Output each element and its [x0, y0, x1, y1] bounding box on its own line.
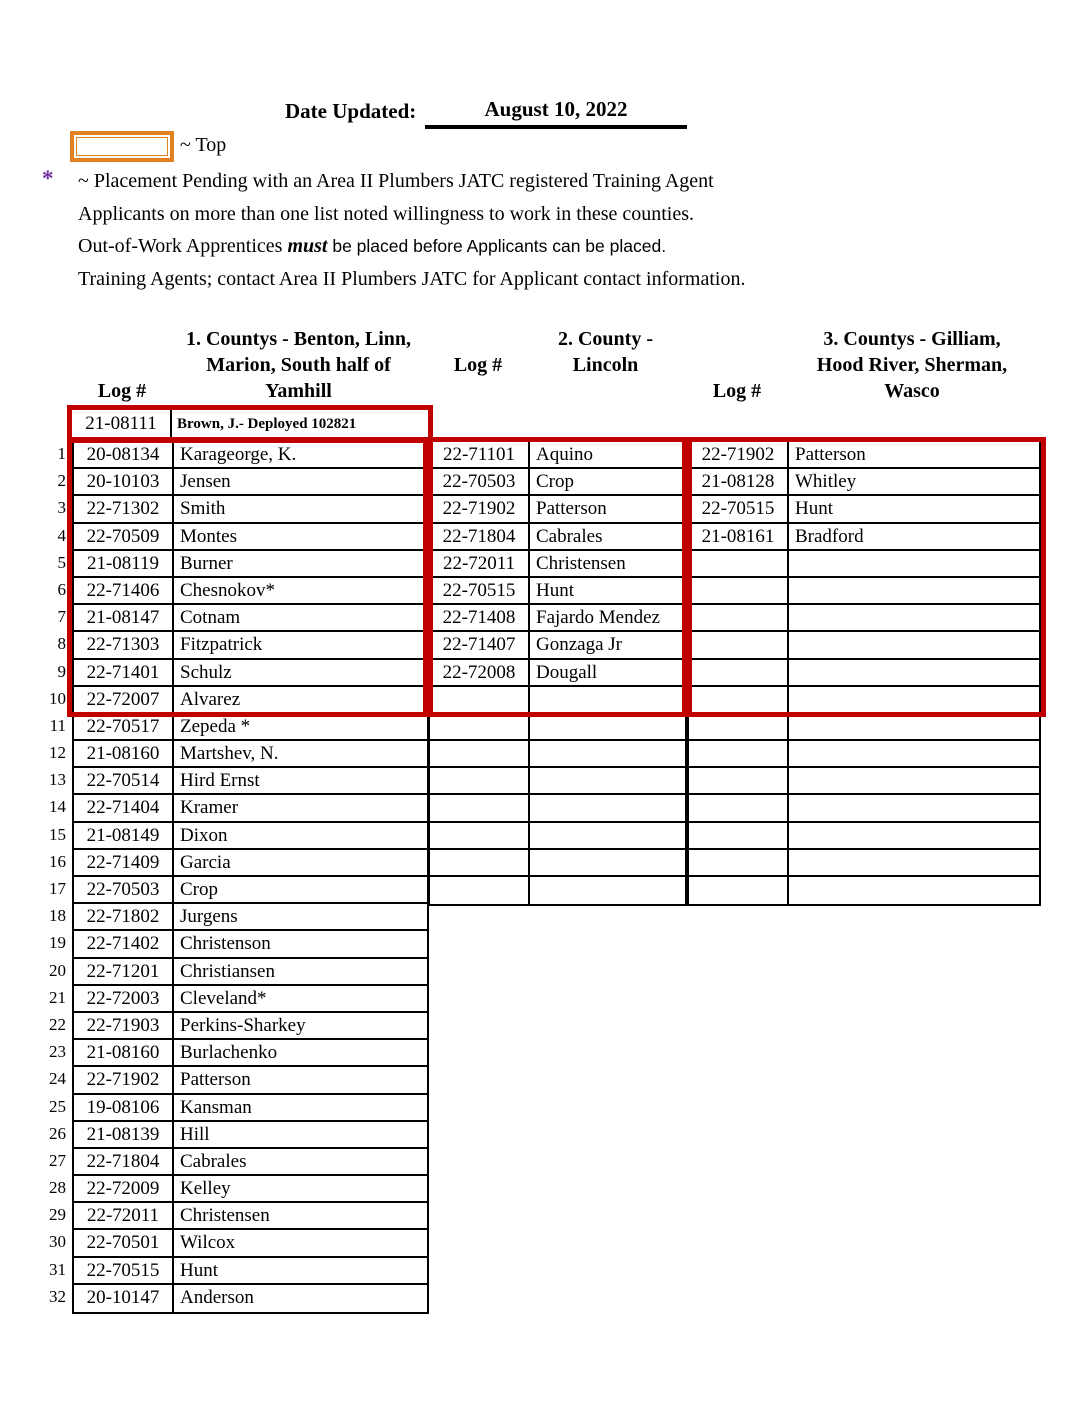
log-cell: 22-71404 — [74, 795, 174, 820]
table3-title-line3: Wasco — [884, 380, 940, 402]
training-agents-note: Training Agents; contact Area II Plumbers JATC for Applicant contact information. — [78, 268, 746, 290]
log-cell: 22-70515 — [689, 496, 789, 521]
name-cell: Schulz — [180, 661, 232, 683]
name-cell: Bradford — [795, 525, 864, 547]
name-cell: Christensen — [536, 552, 626, 574]
row-number: 19 — [49, 933, 66, 953]
name-cell — [530, 877, 685, 904]
name-cell — [530, 823, 685, 848]
name-cell: Garcia — [180, 851, 231, 873]
table-row — [689, 578, 1039, 605]
name-cell: Crop — [536, 471, 574, 493]
deployed-log-cell: 21-08111 — [72, 410, 172, 438]
top-legend-label: ~ Top — [180, 134, 227, 156]
name-cell: Kelley — [180, 1178, 231, 1200]
table-row — [74, 1258, 427, 1285]
table-row — [689, 714, 1039, 741]
log-cell: 22-71802 — [74, 904, 174, 929]
table-row — [74, 442, 427, 469]
row-number: 16 — [49, 851, 66, 871]
name-cell — [789, 850, 1039, 875]
log-cell: 22-72008 — [430, 660, 530, 685]
table-row — [430, 823, 685, 850]
log-cell: 22-70503 — [430, 469, 530, 494]
log-cell: 21-08161 — [689, 524, 789, 549]
table-row — [74, 850, 427, 877]
log-cell: 22-72007 — [74, 687, 174, 712]
table-row — [689, 524, 1039, 551]
table-row — [74, 632, 427, 659]
table-row — [74, 469, 427, 496]
table-row — [689, 442, 1039, 469]
row-number: 14 — [49, 797, 66, 817]
name-cell: Burner — [180, 552, 233, 574]
table-row — [689, 687, 1039, 714]
name-cell: Smith — [180, 498, 226, 520]
table-row — [74, 687, 427, 714]
log-cell: 22-71406 — [74, 578, 174, 603]
row-number: 20 — [49, 960, 66, 980]
name-cell: Karageorge, K. — [180, 444, 297, 465]
table1-title-line1: 1. Countys - Benton, Linn, — [185, 328, 412, 350]
name-cell — [789, 795, 1039, 820]
table3-title-line1: 3. Countys - Gilliam, — [823, 328, 1001, 350]
table-row — [74, 1095, 427, 1122]
table-row — [74, 551, 427, 578]
log-cell — [430, 768, 530, 793]
asterisk-marker: * — [42, 166, 54, 191]
table-row — [689, 660, 1039, 687]
table-row — [74, 795, 427, 822]
deployed-name-cell: Brown, J.- Deployed 102821 — [177, 416, 357, 432]
row-number: 25 — [49, 1096, 66, 1116]
table-row — [689, 551, 1039, 578]
row-number: 7 — [57, 607, 66, 627]
table-row — [689, 850, 1039, 877]
table-row — [689, 632, 1039, 659]
table-row — [689, 768, 1039, 795]
name-cell: Cleveland* — [180, 987, 267, 1009]
table-row — [430, 850, 685, 877]
name-cell: Crop — [180, 879, 218, 900]
row-number: 6 — [57, 579, 66, 599]
name-cell: Fajardo Mendez — [536, 607, 660, 629]
placement-pending-note: ~ Placement Pending with an Area II Plumbers JATC registered Training Agent — [78, 170, 714, 192]
name-cell: Aquino — [536, 444, 593, 465]
table-row — [74, 496, 427, 523]
row-number: 29 — [49, 1205, 66, 1225]
row-number: 8 — [57, 634, 66, 654]
row-number: 2 — [57, 471, 66, 491]
top-legend-swatch-inner — [76, 137, 168, 156]
row-number: 27 — [49, 1150, 66, 1170]
table-row — [430, 877, 685, 904]
log-cell: 22-71402 — [74, 931, 174, 956]
date-updated-label: Date Updated: — [285, 99, 417, 123]
name-cell: Kansman — [180, 1096, 252, 1118]
name-cell — [789, 741, 1039, 766]
applicants-note: Applicants on more than one list noted willingness to work in these counties. — [78, 203, 695, 225]
log-cell: 21-08139 — [74, 1122, 174, 1147]
name-cell — [789, 823, 1039, 848]
name-cell: Zepeda * — [180, 715, 251, 737]
name-cell: Hill — [180, 1123, 210, 1145]
name-cell: Jensen — [180, 471, 231, 493]
table-row — [430, 768, 685, 795]
row-number: 18 — [49, 906, 66, 926]
log-cell: 22-70514 — [74, 768, 174, 793]
log-cell — [689, 850, 789, 875]
name-cell — [789, 632, 1039, 657]
table-row — [74, 823, 427, 850]
table1-title-line3: Yamhill — [265, 380, 332, 402]
row-number: 5 — [57, 552, 66, 572]
log-cell — [689, 551, 789, 576]
name-cell: Christenson — [180, 933, 271, 955]
log-cell — [430, 877, 530, 904]
log-cell: 22-72011 — [74, 1203, 174, 1228]
row-number: 28 — [49, 1178, 66, 1198]
row-number: 13 — [49, 770, 66, 790]
name-cell: Fitzpatrick — [180, 634, 263, 656]
table3-log-header: Log # — [712, 380, 762, 402]
table2-log-header: Log # — [453, 354, 503, 376]
table-row — [430, 605, 685, 632]
log-cell: 19-08106 — [74, 1095, 174, 1120]
out-of-work-note-post: be placed before Applicants can be placed. — [327, 236, 667, 256]
log-cell — [689, 877, 789, 904]
table-benton-linn-marion-yamhill — [72, 440, 429, 1314]
name-cell: Jurgens — [180, 906, 238, 928]
log-cell: 20-10147 — [74, 1285, 174, 1312]
table-row — [74, 714, 427, 741]
row-number: 11 — [49, 715, 66, 735]
log-cell: 22-71409 — [74, 850, 174, 875]
row-number: 10 — [49, 688, 66, 708]
table-row — [74, 1176, 427, 1203]
log-cell: 22-71902 — [430, 496, 530, 521]
log-cell: 22-71401 — [74, 660, 174, 685]
table-row — [689, 823, 1039, 850]
name-cell: Gonzaga Jr — [536, 634, 622, 656]
table-row — [689, 605, 1039, 632]
table1-title-line2: Marion, South half of — [206, 354, 391, 376]
table-row — [74, 1067, 427, 1094]
name-cell — [789, 660, 1039, 685]
out-of-work-note — [78, 235, 666, 258]
out-of-work-note-pre: Out-of-Work Apprentices — [78, 235, 288, 257]
row-number: 1 — [57, 444, 66, 463]
table-row — [689, 496, 1039, 523]
table-row — [74, 1203, 427, 1230]
table-row — [689, 741, 1039, 768]
name-cell: Patterson — [536, 498, 607, 520]
top-legend-swatch — [70, 131, 174, 162]
table-row — [430, 632, 685, 659]
log-cell — [689, 768, 789, 793]
table-row — [74, 741, 427, 768]
row-number: 24 — [49, 1069, 66, 1089]
name-cell: Cotnam — [180, 607, 241, 629]
log-cell: 21-08147 — [74, 605, 174, 630]
table-row — [430, 714, 685, 741]
log-cell: 22-71302 — [74, 496, 174, 521]
table-row — [430, 496, 685, 523]
log-cell: 22-70501 — [74, 1230, 174, 1255]
table-row — [74, 959, 427, 986]
table-row — [689, 877, 1039, 904]
log-cell: 20-08134 — [74, 442, 174, 467]
name-cell: Cabrales — [536, 525, 603, 547]
table3-title — [787, 326, 1037, 404]
row-number: 12 — [49, 743, 66, 763]
log-cell: 20-10103 — [74, 469, 174, 494]
table2-title-line2: Lincoln — [572, 354, 639, 376]
name-cell: Hunt — [536, 579, 574, 601]
name-cell: Montes — [180, 525, 237, 547]
row-number: 4 — [57, 525, 66, 545]
name-cell: Perkins-Sharkey — [180, 1014, 306, 1036]
name-cell — [789, 687, 1039, 712]
table-row — [74, 1122, 427, 1149]
name-cell — [789, 877, 1039, 904]
log-cell: 22-72003 — [74, 986, 174, 1011]
name-cell — [530, 741, 685, 766]
log-cell: 21-08119 — [74, 551, 174, 576]
table3-title-line2: Hood River, Sherman, — [816, 354, 1008, 376]
log-cell — [430, 741, 530, 766]
table2-title — [528, 326, 683, 378]
log-cell — [689, 687, 789, 712]
log-cell: 22-72009 — [74, 1176, 174, 1201]
table-row — [430, 469, 685, 496]
name-cell: Alvarez — [180, 688, 241, 710]
row-number: 26 — [49, 1123, 66, 1143]
log-cell: 22-72011 — [430, 551, 530, 576]
name-cell — [789, 768, 1039, 793]
log-cell: 21-08160 — [74, 741, 174, 766]
table-row — [430, 660, 685, 687]
log-cell: 22-71101 — [430, 442, 530, 467]
table2-header — [428, 326, 683, 378]
log-cell: 21-08160 — [74, 1040, 174, 1065]
name-cell: Burlachenko — [180, 1042, 278, 1064]
table-row — [74, 1285, 427, 1312]
log-cell — [689, 823, 789, 848]
name-cell — [789, 551, 1039, 576]
name-cell: Hird Ernst — [180, 770, 260, 792]
row-number: 30 — [49, 1232, 66, 1252]
table-lincoln — [428, 440, 687, 906]
date-updated-value: August 10, 2022 — [425, 97, 687, 129]
log-cell — [689, 578, 789, 603]
row-number: 21 — [49, 987, 66, 1007]
table-row — [74, 660, 427, 687]
log-cell — [430, 795, 530, 820]
row-number: 32 — [49, 1286, 66, 1306]
name-cell — [530, 795, 685, 820]
table1-log-header: Log # — [97, 380, 147, 402]
log-cell: 22-70515 — [74, 1258, 174, 1283]
log-cell — [689, 660, 789, 685]
log-cell: 21-08128 — [689, 469, 789, 494]
table-row — [74, 931, 427, 958]
table-row — [74, 877, 427, 904]
name-cell: Patterson — [180, 1069, 251, 1091]
table-row — [430, 578, 685, 605]
row-number: 31 — [49, 1259, 66, 1279]
name-cell — [530, 714, 685, 739]
log-cell — [430, 687, 530, 712]
log-cell — [689, 795, 789, 820]
log-cell — [689, 605, 789, 630]
table-row — [430, 795, 685, 822]
row-number: 22 — [49, 1014, 66, 1034]
name-cell — [530, 850, 685, 875]
table-row — [689, 469, 1039, 496]
log-cell: 22-70515 — [430, 578, 530, 603]
log-cell — [689, 741, 789, 766]
log-cell: 22-70509 — [74, 524, 174, 549]
table2-title-line1: 2. County - — [557, 328, 653, 350]
log-cell: 22-71804 — [430, 524, 530, 549]
table1-header — [72, 326, 425, 404]
table-row — [430, 442, 685, 469]
table-gilliam-hoodriver-sherman-wasco — [687, 440, 1041, 906]
log-cell: 22-71408 — [430, 605, 530, 630]
table-row — [74, 524, 427, 551]
table-row — [430, 687, 685, 714]
name-cell — [789, 578, 1039, 603]
row-number: 17 — [49, 879, 66, 898]
table-row — [689, 795, 1039, 822]
name-cell: Hunt — [795, 498, 833, 520]
name-cell: Cabrales — [180, 1150, 247, 1172]
name-cell: Chesnokov* — [180, 579, 275, 601]
table-row — [430, 524, 685, 551]
log-cell: 22-71804 — [74, 1149, 174, 1174]
log-cell: 22-71303 — [74, 632, 174, 657]
table-row — [430, 551, 685, 578]
name-cell: Whitley — [795, 471, 857, 493]
row-number: 23 — [49, 1042, 66, 1062]
deployed-row — [72, 410, 429, 438]
name-cell: Wilcox — [180, 1232, 236, 1254]
table1-title — [172, 326, 425, 404]
log-cell: 22-71903 — [74, 1013, 174, 1038]
table-row — [74, 1230, 427, 1257]
name-cell: Anderson — [180, 1286, 254, 1308]
name-cell: Hunt — [180, 1259, 218, 1281]
row-number: 3 — [57, 498, 66, 518]
table-row — [74, 986, 427, 1013]
name-cell: Christensen — [180, 1205, 270, 1227]
name-cell: Kramer — [180, 797, 239, 819]
name-cell — [530, 768, 685, 793]
log-cell — [689, 714, 789, 739]
table-row — [74, 1040, 427, 1067]
table-row — [74, 768, 427, 795]
name-cell: Patterson — [795, 444, 866, 465]
name-cell: Martshev, N. — [180, 743, 279, 765]
row-number: 15 — [49, 824, 66, 844]
name-cell: Dougall — [536, 661, 598, 683]
log-cell: 22-70503 — [74, 877, 174, 902]
row-number: 9 — [57, 661, 66, 681]
table-row — [74, 578, 427, 605]
log-cell — [430, 823, 530, 848]
log-cell: 22-71902 — [74, 1067, 174, 1092]
out-of-work-note-must: must — [287, 235, 328, 257]
table-row — [430, 741, 685, 768]
table3-header — [687, 326, 1037, 404]
name-cell — [789, 714, 1039, 739]
row-number-gutter — [34, 440, 66, 1310]
log-cell — [430, 714, 530, 739]
log-cell: 22-71201 — [74, 959, 174, 984]
table-row — [74, 1149, 427, 1176]
name-cell: Dixon — [180, 824, 228, 846]
table-row — [74, 605, 427, 632]
log-cell: 22-70517 — [74, 714, 174, 739]
name-cell — [789, 605, 1039, 630]
log-cell: 22-71902 — [689, 442, 789, 467]
table-row — [74, 904, 427, 931]
log-cell — [689, 632, 789, 657]
log-cell: 21-08149 — [74, 823, 174, 848]
name-cell — [530, 687, 685, 712]
name-cell: Christiansen — [180, 960, 275, 982]
table-row — [74, 1013, 427, 1040]
log-cell — [430, 850, 530, 875]
log-cell: 22-71407 — [430, 632, 530, 657]
